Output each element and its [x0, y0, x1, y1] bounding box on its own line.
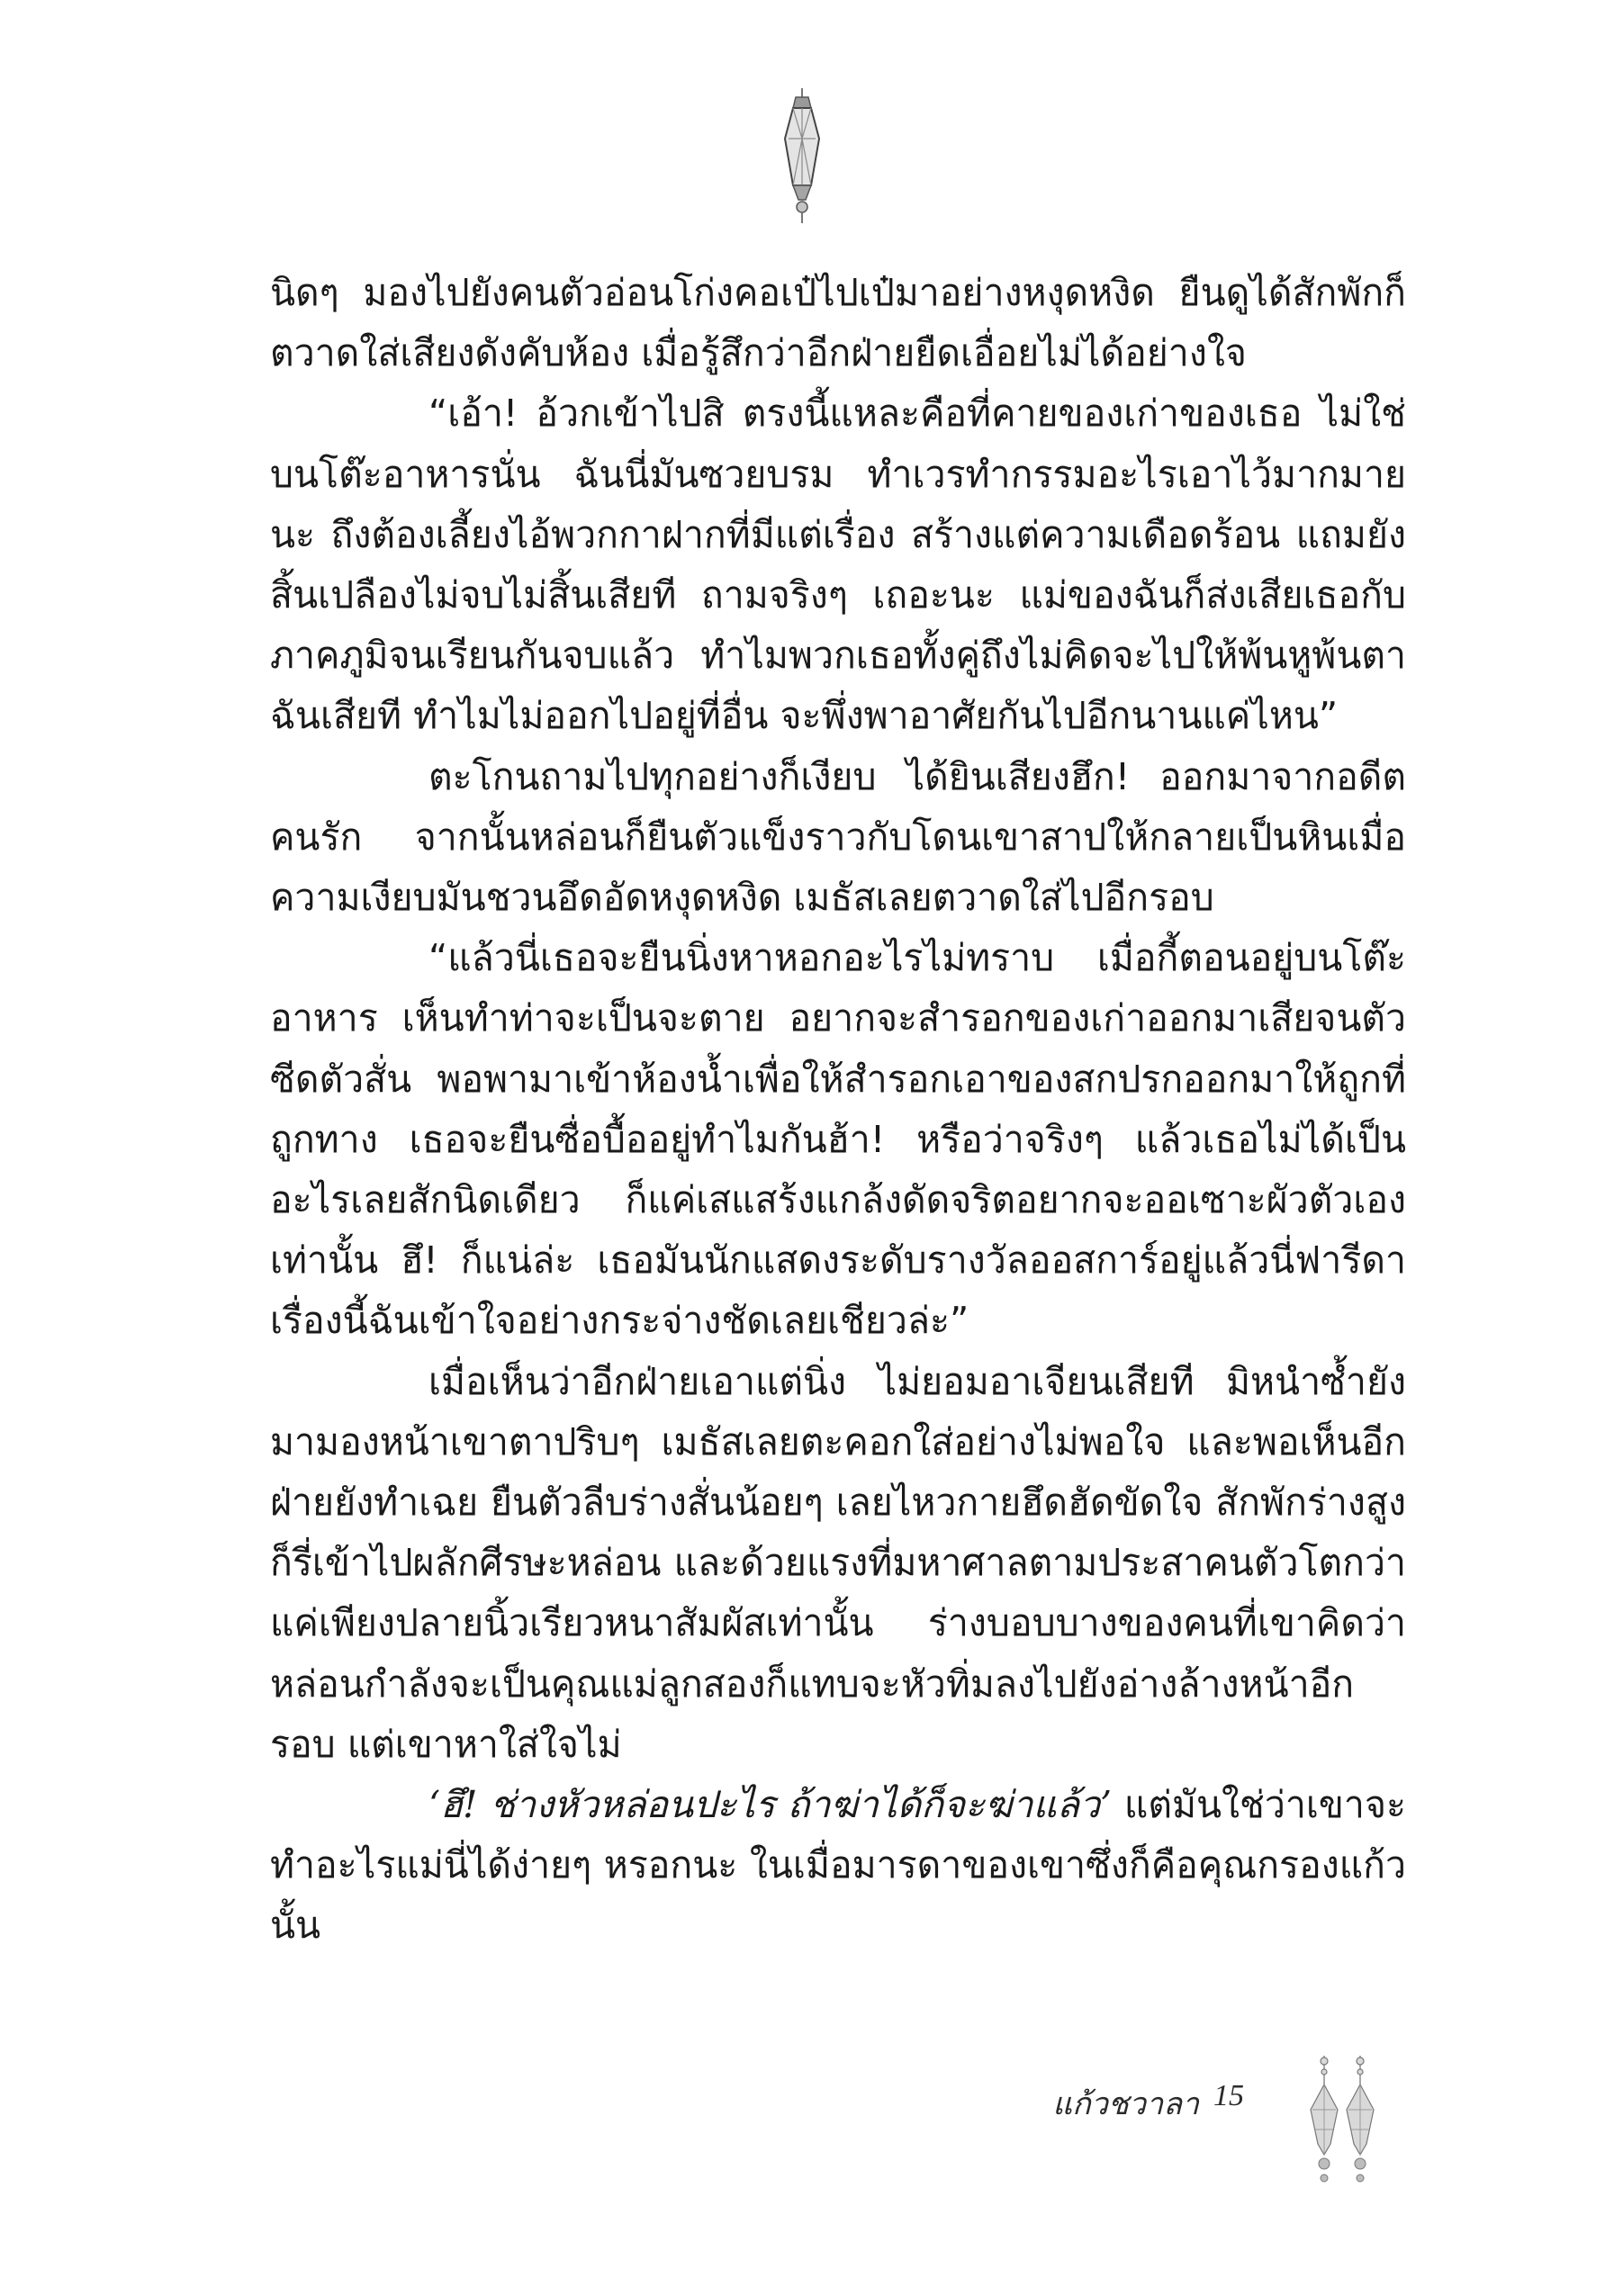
paragraph-3: ตะโกนถามไปทุกอย่างก็เงียบ ได้ยินเสียงฮึก! ออกมาจากอดีตคนรัก จากนั้นหล่อนก็ยืนตัวแข็งราวกับโดนเขาสาปให้กลายเป็นหินเมื่อความเงียบมันชวนอึดอัดหงุดหงิด เมธัสเลยตวาดใส่ไปอีกรอบ	[270, 754, 1406, 920]
page-body-text	[270, 263, 1406, 1957]
paragraph-5: เมื่อเห็นว่าอีกฝ่ายเอาแต่นิ่ง ไม่ยอมอาเจียนเสียที มิหนำซ้ำยังมามองหน้าเขาตาปริบๆ เมธัสเลยตะคอกใส่อย่างไม่พอใจ และพอเห็นอีกฝ่ายยังทำเฉย ยืนตัวลีบร่างสั่นน้อยๆ เลยไหวกายฮึดฮัดขัดใจ สักพักร่างสูงก็รี่เข้าไปผลักศีรษะหล่อน และด้วยแรงที่มหาศาลตามประสาคนตัวโตกว่า แค่เพียงปลายนิ้วเรียวหนาสัมผัสเท่านั้น ร่างบอบบางของคนที่เขาคิดว่าหล่อนกำลังจะเป็นคุณแม่ลูกสองก็แทบจะหัวทิ่มลงไปยังอ่างล้างหน้าอีกรอบ แต่เขาหาใส่ใจไม่	[270, 1359, 1406, 1766]
page-footer	[0, 2054, 1605, 2189]
book-title: แก้วชวาลา	[1052, 2086, 1199, 2122]
inner-thought-italic: ‘ฮึ! ช่างหัวหล่อนปะไร ถ้าฆ่าได้ก็จะฆ่าแล้ว’	[428, 1783, 1113, 1827]
paragraph-6-rest: แต่มันใช่ว่าเขาจะทำอะไรแม่นี่ได้ง่ายๆ หรอกนะ ในเมื่อมารดาของเขาซึ่งก็คือคุณกรองแก้วนั้น	[270, 1783, 1406, 1948]
page-number: 15	[1213, 2079, 1244, 2112]
paragraph-6	[270, 1775, 1406, 1957]
paragraph-4: “แล้วนี่เธอจะยืนนิ่งหาหอกอะไรไม่ทราบ เมื่อกี้ตอนอยู่บนโต๊ะอาหาร เห็นทำท่าจะเป็นจะตาย อยากจะสำรอกของเก่าออกมาเสียจนตัวซีดตัวสั่น พอพามาเข้าห้องน้ำเพื่อให้สำรอกเอาของสกปรกออกมาให้ถูกที่ถูกทาง เธอจะยืนซื่อบื้ออยู่ทำไมกันฮ้า! หรือว่าจริงๆ แล้วเธอไม่ได้เป็นอะไรเลยสักนิดเดียว ก็แค่เสแสร้งแกล้งดัดจริตอยากจะออเซาะผัวตัวเองเท่านั้น ฮึ! ก็แน่ล่ะ เธอมันนักแสดงระดับรางวัลออสการ์อยู่แล้วนี่ฟารีดา เรื่องนี้ฉันเข้าใจอย่างกระจ่างชัดเลยเชียวล่ะ”	[270, 936, 1406, 1343]
chandelier-earrings-icon	[1302, 2054, 1383, 2189]
paragraph-2: “เอ้า! อ้วกเข้าไปสิ ตรงนี้แหละคือที่คายของเก่าของเธอ ไม่ใช่บนโต๊ะอาหารนั่น ฉันนี่มันซวยบรม ทำเวรทำกรรมอะไรเอาไว้มากมายนะ ถึงต้องเลี้ยงไอ้พวกกาฝากที่มีแต่เรื่อง สร้างแต่ความเดือดร้อน แถมยังสิ้นเปลืองไม่จบไม่สิ้นเสียที ถามจริงๆ เถอะนะ แม่ของฉันก็ส่งเสียเธอกับภาคภูมิจนเรียนกันจบแล้ว ทำไมพวกเธอทั้งคู่ถึงไม่คิดจะไปให้พ้นหูพ้นตาฉันเสียที ทำไมไม่ออกไปอยู่ที่อื่น จะพึ่งพาอาศัยกันไปอีกนานแค่ไหน”	[270, 392, 1406, 738]
paragraph-1: นิดๆ มองไปยังคนตัวอ่อนโก่งคอเป๋ไปเป๋มาอย่างหงุดหงิด ยืนดูได้สักพักก็ตวาดใส่เสียงดังคับห้อง เมื่อรู้สึกว่าอีกฝ่ายยืดเอื่อยไม่ได้อย่างใจ	[270, 271, 1406, 375]
hanging-lantern-icon	[781, 88, 823, 223]
